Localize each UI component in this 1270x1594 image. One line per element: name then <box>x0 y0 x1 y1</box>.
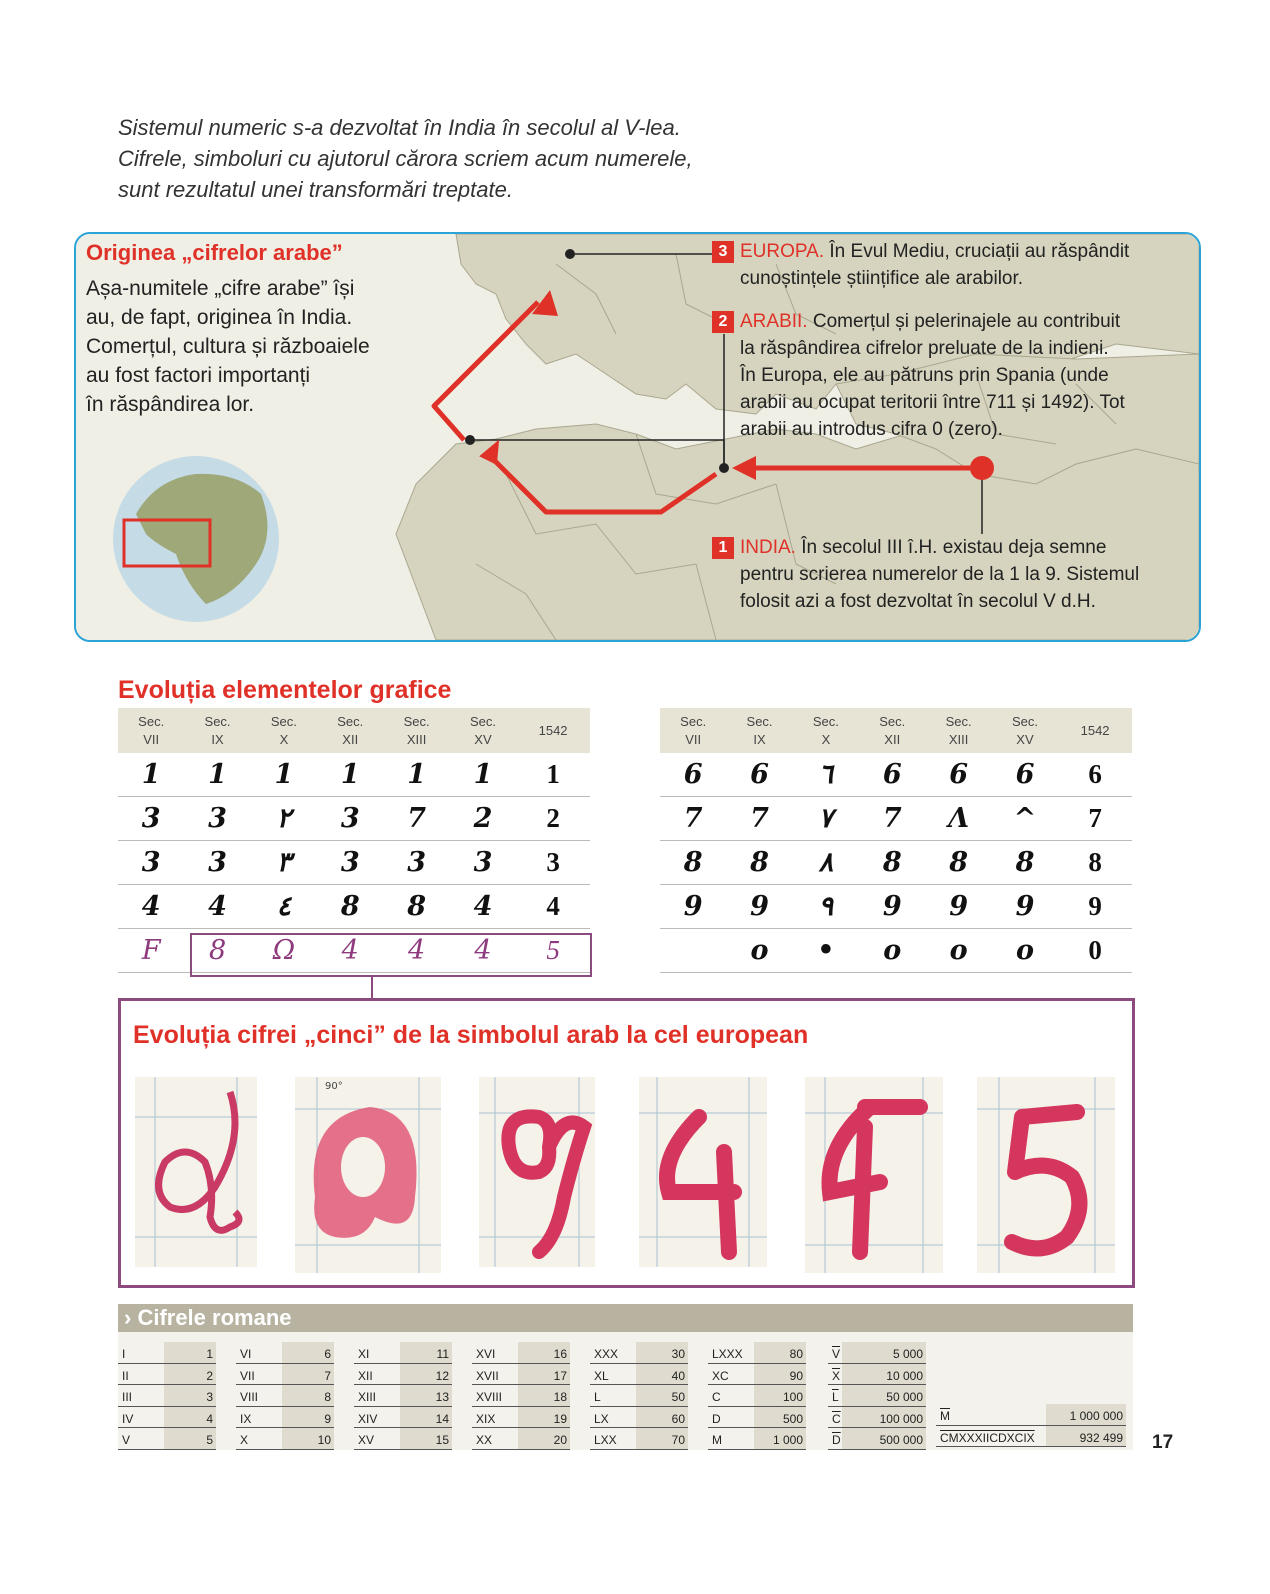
arabic-value: 14 <box>435 1411 449 1426</box>
callout-line: În secolul III î.H. existau deja semne <box>801 537 1107 558</box>
roman-row <box>828 1364 926 1386</box>
digit-cell: 2 <box>450 797 516 841</box>
header-line: XV <box>1016 731 1034 747</box>
digit-cell: 9 <box>726 885 792 929</box>
roman-value: XIII <box>358 1390 377 1405</box>
digit-cell <box>660 929 726 973</box>
roman-row <box>472 1364 570 1386</box>
callout-line: folosit azi a fost dezvoltat în secolul V d.H. <box>740 591 1096 612</box>
roman-row <box>236 1364 334 1386</box>
digit-cell: 8 <box>859 841 925 885</box>
column-header <box>1058 708 1132 753</box>
column-header <box>516 708 590 753</box>
roman-row <box>118 1407 216 1429</box>
column-header <box>317 708 383 753</box>
digit-cell: 9 <box>925 885 991 929</box>
digit-cell: 8 <box>383 885 449 929</box>
digit-cell: 8 <box>184 929 250 973</box>
callout-arabii <box>712 308 1125 443</box>
arabic-value: 3 <box>206 1390 213 1405</box>
digit-cell: 1 <box>184 753 250 797</box>
arabic-value: 60 <box>671 1411 685 1426</box>
arabic-value: 500 000 <box>879 1433 923 1448</box>
roman-row <box>708 1342 806 1364</box>
digit-cell: 4 <box>317 929 383 973</box>
digit-cell: 3 <box>516 841 590 885</box>
table-row <box>118 841 590 885</box>
digit-cell: 8 <box>925 841 991 885</box>
arabic-value: 50 <box>671 1390 685 1405</box>
header-line: IX <box>753 731 766 747</box>
digit-cell: 3 <box>317 797 383 841</box>
digit-cell: 5 <box>516 929 590 973</box>
arabic-value: 12 <box>435 1368 449 1383</box>
roman-row <box>236 1385 334 1407</box>
digit-cell: 3 <box>450 841 516 885</box>
roman-column <box>236 1342 334 1450</box>
callout-line: cunoștințele științifice ale arabilor. <box>740 268 1024 289</box>
digit-cell: F <box>118 929 184 973</box>
header-line: 1542 <box>538 722 568 738</box>
roman-row <box>936 1426 1126 1448</box>
intro-line: Cifrele, simboluri cu ajutorul cărora scriem acum numerele, <box>118 146 693 171</box>
roman-value: XX <box>476 1433 493 1448</box>
roman-value: X <box>240 1433 249 1448</box>
arabic-value: 30 <box>671 1347 685 1361</box>
table-row <box>660 929 1132 973</box>
arabic-value: 11 <box>436 1347 449 1361</box>
digit-cell: 8 <box>317 885 383 929</box>
roman-value: VIII <box>240 1390 259 1405</box>
roman-value: XVIII <box>476 1390 503 1405</box>
roman-row <box>354 1364 452 1386</box>
digit-cell: o <box>992 929 1058 973</box>
column-header <box>118 708 184 753</box>
digit-cell: 6 <box>925 753 991 797</box>
arabic-value: 1 <box>206 1347 213 1361</box>
arabic-value: 13 <box>435 1390 449 1405</box>
arabic-value: 932 499 <box>1079 1430 1123 1445</box>
arabic-value: 6 <box>324 1347 331 1361</box>
roman-value: IX <box>240 1411 252 1426</box>
digit-cell: Ω <box>251 929 317 973</box>
digit-cell: 7 <box>383 797 449 841</box>
callout-number: 3 <box>712 241 734 263</box>
arabic-value: 17 <box>553 1368 567 1383</box>
roman-row <box>472 1342 570 1364</box>
header-line: XIII <box>406 731 427 747</box>
roman-row <box>118 1364 216 1386</box>
header-line: Sec. <box>204 713 231 729</box>
digit-cell: 9 <box>1058 885 1132 929</box>
digit-cell: 8 <box>726 841 792 885</box>
roman-row <box>590 1364 688 1386</box>
digit-cell: 3 <box>184 797 250 841</box>
roman-row <box>354 1428 452 1450</box>
arabic-value: 40 <box>671 1368 685 1383</box>
column-header <box>726 708 792 753</box>
digit-cell: 8 <box>992 841 1058 885</box>
callout-line: arabii au introdus cifra 0 (zero). <box>740 419 1003 440</box>
roman-value: XL <box>594 1368 609 1383</box>
table-row <box>118 797 590 841</box>
roman-value: XC <box>712 1368 729 1383</box>
header-line: Sec. <box>812 713 839 729</box>
digit-cell: o <box>859 929 925 973</box>
digit-cell: 1 <box>450 753 516 797</box>
roman-row <box>354 1385 452 1407</box>
arabic-value: 100 <box>782 1390 803 1405</box>
digit-cell: 6 <box>859 753 925 797</box>
roman-row <box>236 1428 334 1450</box>
digit-cell: 3 <box>383 841 449 885</box>
arabic-value: 16 <box>553 1347 567 1361</box>
callout-line: În Evul Mediu, cruciații au răspândit <box>829 241 1130 262</box>
callout-line: pentru scrierea numerelor de la 1 la 9. Sistemul <box>740 564 1140 585</box>
roman-row <box>472 1385 570 1407</box>
roman-value: III <box>122 1390 133 1405</box>
digit-cell: o <box>726 929 792 973</box>
origin-line: au, de fapt, originea în India. <box>86 306 353 329</box>
roman-row <box>118 1342 216 1364</box>
arabic-value: 2 <box>206 1368 213 1383</box>
roman-column <box>828 1342 926 1450</box>
roman-value: IV <box>122 1411 134 1426</box>
digit-cell: 3 <box>184 841 250 885</box>
digit-cell: 8 <box>660 841 726 885</box>
header-line: Sec. <box>680 713 707 729</box>
roman-value: XV <box>358 1433 375 1448</box>
header-line: XV <box>474 731 492 747</box>
five-image-6 <box>977 1077 1115 1273</box>
callout-line: arabii au ocupat teritorii între 711 și 1492). Tot <box>740 392 1125 413</box>
column-header <box>184 708 250 753</box>
digit-cell: 2 <box>516 797 590 841</box>
header-line: XII <box>884 731 901 747</box>
five-image-4 <box>639 1077 767 1267</box>
arabic-value: 1 000 <box>772 1433 803 1448</box>
roman-column <box>354 1342 452 1450</box>
roman-value: LXXX <box>712 1347 743 1361</box>
digit-cell: 1 <box>516 753 590 797</box>
page-number: 17 <box>1152 1432 1174 1453</box>
header-line: Sec. <box>138 713 165 729</box>
header-line: Sec. <box>469 713 496 729</box>
digit-cell: 4 <box>184 885 250 929</box>
arabic-value: 10 000 <box>886 1368 923 1383</box>
callout-number: 2 <box>712 311 734 333</box>
digit-cell: 6 <box>660 753 726 797</box>
digit-cell: 7 <box>660 797 726 841</box>
five-image-1 <box>135 1077 257 1267</box>
digit-cell: 3 <box>317 841 383 885</box>
roman-column <box>118 1342 216 1450</box>
roman-value: $\overline{M}$ <box>940 1409 950 1423</box>
arabic-value: 1 000 000 <box>1069 1409 1123 1423</box>
roman-row <box>708 1428 806 1450</box>
digit-cell: 6 <box>1058 753 1132 797</box>
angle-label: 90° <box>325 1081 343 1092</box>
connector-line <box>371 975 373 999</box>
roman-row <box>708 1364 806 1386</box>
callout-europa <box>712 238 1129 292</box>
column-header <box>793 708 859 753</box>
arabic-value: 80 <box>789 1347 803 1361</box>
five-row-highlight <box>190 933 592 977</box>
header-line: Sec. <box>746 713 773 729</box>
roman-value: XI <box>358 1347 370 1361</box>
digit-cell: 1 <box>118 753 184 797</box>
arabic-value: 5 000 <box>892 1347 923 1361</box>
roman-column <box>590 1342 688 1450</box>
digit-cell: 3 <box>118 841 184 885</box>
roman-value: $\overline{D}$ <box>832 1433 841 1448</box>
roman-value: $\overline{V}$ <box>832 1347 841 1361</box>
roman-value: D <box>712 1411 721 1426</box>
roman-column-large <box>936 1404 1126 1447</box>
header-line: Sec. <box>879 713 906 729</box>
arabic-value: 50 000 <box>886 1390 923 1405</box>
digit-cell: ٩ <box>793 885 859 929</box>
five-image-2 <box>295 1077 441 1273</box>
table-row <box>118 753 590 797</box>
arabic-value: 100 000 <box>879 1411 923 1426</box>
intro-text <box>118 112 818 205</box>
header-line: Sec. <box>403 713 430 729</box>
header-line: 1542 <box>1080 722 1110 738</box>
roman-row <box>828 1407 926 1429</box>
arabic-value: 90 <box>789 1368 803 1383</box>
roman-row <box>590 1428 688 1450</box>
digit-cell: 4 <box>450 929 516 973</box>
column-header <box>383 708 449 753</box>
roman-row <box>590 1407 688 1429</box>
roman-row <box>118 1385 216 1407</box>
digit-cell: 9 <box>859 885 925 929</box>
arabic-value: 5 <box>206 1433 213 1448</box>
table-row <box>660 753 1132 797</box>
roman-title: › Cifrele romane <box>124 1305 292 1330</box>
roman-row <box>936 1404 1126 1426</box>
arabic-value: 10 <box>317 1433 331 1448</box>
roman-value: $\overline{X}$ <box>832 1368 841 1383</box>
roman-value: XVII <box>476 1368 499 1383</box>
roman-row <box>118 1428 216 1450</box>
origin-line: au fost factori importanți <box>86 364 311 387</box>
roman-value: XIV <box>358 1411 378 1426</box>
column-header <box>925 708 991 753</box>
column-header <box>992 708 1058 753</box>
roman-value: XVI <box>476 1347 496 1361</box>
roman-row <box>472 1428 570 1450</box>
roman-value: VII <box>240 1368 255 1383</box>
header-line: Sec. <box>337 713 364 729</box>
intro-line: Sistemul numeric s-a dezvoltat în India în secolul al V-lea. <box>118 115 681 140</box>
roman-value: M <box>712 1433 722 1448</box>
digit-cell: ٨ <box>793 841 859 885</box>
roman-row <box>708 1385 806 1407</box>
roman-value: XIX <box>476 1411 496 1426</box>
arabic-value: 70 <box>671 1433 685 1448</box>
roman-value: L <box>594 1390 601 1405</box>
header-line: IX <box>211 731 224 747</box>
five-title: Evoluția cifrei „cinci” de la simbolul arab la cel european <box>133 1021 809 1049</box>
roman-value: $\overline{C}$ <box>832 1411 841 1426</box>
digit-cell: 6 <box>726 753 792 797</box>
roman-row <box>828 1342 926 1364</box>
digit-cell: 9 <box>660 885 726 929</box>
callout-line: În Europa, ele au pătruns prin Spania (unde <box>740 365 1109 386</box>
digit-cell: ^ <box>992 797 1058 841</box>
callout-line: la răspândirea cifrelor preluate de la indieni. <box>740 338 1109 359</box>
roman-value: XXX <box>594 1347 619 1361</box>
origin-text <box>86 274 416 419</box>
roman-value: $\overline{L}$ <box>832 1390 839 1405</box>
roman-row <box>828 1385 926 1407</box>
arabic-value: 18 <box>553 1390 567 1405</box>
callout-india <box>712 534 1139 615</box>
digit-cell: 1 <box>317 753 383 797</box>
roman-value: V <box>122 1433 131 1448</box>
arabic-value: 19 <box>553 1411 567 1426</box>
roman-title-bar <box>118 1304 1133 1332</box>
origin-title: Originea „cifrelor arabe” <box>86 240 343 265</box>
five-image-5 <box>805 1077 943 1273</box>
roman-row <box>236 1342 334 1364</box>
digit-cell: 1 <box>383 753 449 797</box>
header-line: X <box>279 731 289 747</box>
header-line: VII <box>685 731 702 747</box>
callout-line: Comerțul și pelerinajele au contribuit <box>812 311 1121 332</box>
evolution-title: Evoluția elementelor grafice <box>118 676 452 704</box>
digit-cell: 0 <box>1058 929 1132 973</box>
digit-cell: 9 <box>992 885 1058 929</box>
digit-cell: 4 <box>118 885 184 929</box>
column-header <box>251 708 317 753</box>
column-header <box>660 708 726 753</box>
column-header <box>450 708 516 753</box>
digit-cell: 1 <box>251 753 317 797</box>
arabic-value: 500 <box>782 1411 803 1426</box>
header-line: Sec. <box>1011 713 1038 729</box>
roman-value: LX <box>594 1411 609 1426</box>
digit-cell: 8 <box>1058 841 1132 885</box>
column-header <box>859 708 925 753</box>
arabic-value: 7 <box>324 1368 331 1383</box>
digit-cell: • <box>793 929 859 973</box>
roman-row <box>708 1407 806 1429</box>
roman-value: VI <box>240 1347 252 1361</box>
roman-row <box>590 1385 688 1407</box>
roman-value: C <box>712 1390 721 1405</box>
header-line: X <box>821 731 831 747</box>
roman-row <box>472 1407 570 1429</box>
origin-line: Comerțul, cultura și războaiele <box>86 335 370 358</box>
callout-number: 1 <box>712 537 734 559</box>
roman-column <box>708 1342 806 1450</box>
arabic-value: 20 <box>553 1433 567 1448</box>
digit-cell: 3 <box>118 797 184 841</box>
header-line: XIII <box>948 731 969 747</box>
arabic-value: 8 <box>324 1390 331 1405</box>
five-evolution-box <box>118 998 1135 1288</box>
five-image-3 <box>479 1077 595 1267</box>
roman-column <box>472 1342 570 1450</box>
header-line: XII <box>342 731 359 747</box>
header-line: Sec. <box>945 713 972 729</box>
roman-row <box>354 1342 452 1364</box>
header-line: Sec. <box>270 713 297 729</box>
digit-cell: 4 <box>450 885 516 929</box>
origin-line: Așa-numitele „cifre arabe” își <box>86 277 355 300</box>
digit-cell: 4 <box>516 885 590 929</box>
roman-row <box>828 1428 926 1450</box>
table-row <box>660 797 1132 841</box>
arabic-value: 4 <box>206 1411 213 1426</box>
origin-line: în răspândirea lor. <box>86 393 255 416</box>
digit-cell: o <box>925 929 991 973</box>
digit-cell: ٢ <box>251 797 317 841</box>
header-line: VII <box>143 731 160 747</box>
digit-cell: 6 <box>992 753 1058 797</box>
roman-row <box>236 1407 334 1429</box>
roman-value: I <box>122 1347 126 1361</box>
roman-row <box>354 1407 452 1429</box>
callout-heading: INDIA. <box>740 537 796 558</box>
roman-value: CMXXXIICDXCIX <box>940 1430 1035 1445</box>
digit-cell: ٤ <box>251 885 317 929</box>
roman-row <box>590 1342 688 1364</box>
digit-cell: 7 <box>859 797 925 841</box>
digit-cell: 7 <box>1058 797 1132 841</box>
digit-cell: ٧ <box>793 797 859 841</box>
roman-value: II <box>122 1368 129 1383</box>
arabic-value: 9 <box>324 1411 331 1426</box>
origin-map-box <box>74 232 1201 642</box>
table-row <box>118 885 590 929</box>
table-row <box>660 885 1132 929</box>
callout-heading: ARABII. <box>740 311 808 332</box>
arabic-value: 15 <box>435 1433 449 1448</box>
evolution-table-right <box>660 708 1132 973</box>
callout-heading: EUROPA. <box>740 241 825 262</box>
digit-cell: 7 <box>726 797 792 841</box>
roman-value: LXX <box>594 1433 617 1448</box>
intro-line: sunt rezultatul unei transformări treptate. <box>118 177 513 202</box>
table-row <box>660 841 1132 885</box>
digit-cell: 4 <box>383 929 449 973</box>
digit-cell: ٦ <box>793 753 859 797</box>
digit-cell: ٣ <box>251 841 317 885</box>
roman-value: XII <box>358 1368 373 1383</box>
digit-cell: Λ <box>925 797 991 841</box>
